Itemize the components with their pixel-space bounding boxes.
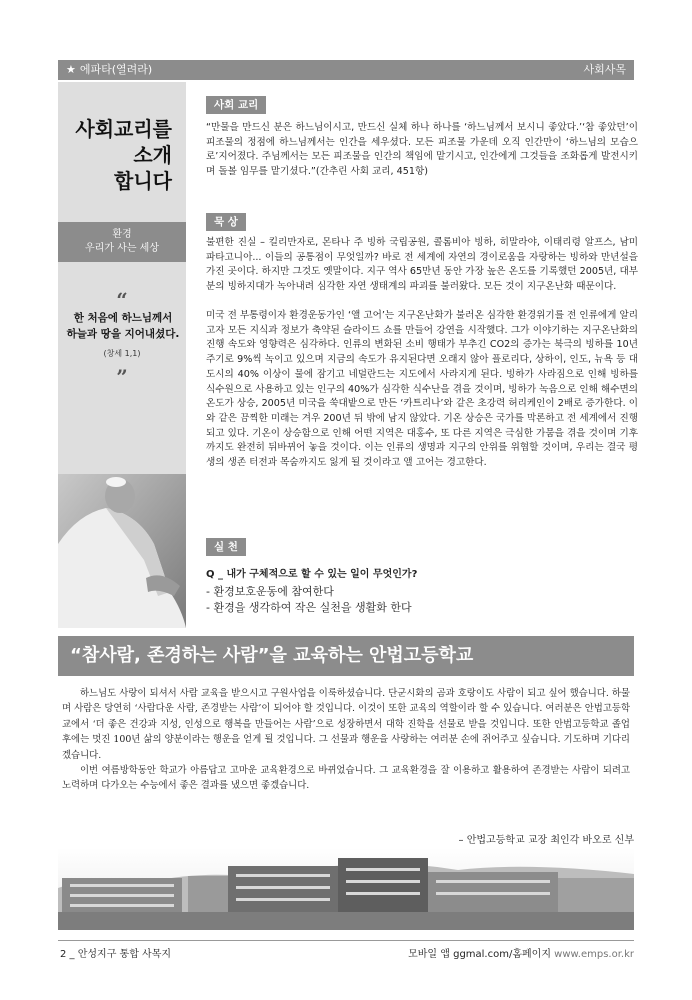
section-header-bar	[58, 60, 634, 80]
open-quote-icon: “	[116, 288, 128, 312]
section-label-practice: 실 천	[206, 538, 246, 556]
category-label: 사회사목	[583, 63, 626, 76]
meditation-text-2: 미국 전 부통령이자 환경운동가인 ‘앨 고어’는 지구온난화가 불러온 심각한 환경위기를 전 인류에게 알리고자 모든 지식과 정보가 축약된 슬라이드 쇼를 만들어 강연을 시작했다. 그가 이야기하는 지구온난화의 진행 속도와 영향력은 심각하다. 인류의 변화된 소비 행태가 부추긴 CO2의 증가는 북극의 빙하를 10년 주기로 9%씩 녹이고 있으며 지금의 속도가 유지된다면 오래지 않아 플로리다, 상하이, 인도, 뉴욕 등 대도시의 40% 이상이 물에 잠기고 네덜란드는 지도에서 사라지게 된다. 빙하가 사라짐으로 인해 빙하를 식수원으로 사용하고 있는 인구의 40%가 심각한 식수난을 겪을 것이며, 빙하가 녹음으로 인해 해수면의 온도가 상승, 2005년 미국을 쑥대밭으로 만든 ‘카트리나’와 같은 초강력 허리케인이 2배로 증가한다. 이와 같은 끔찍한 미래는 겨우 200년 뒤 밖에 남지 않았다. 기온 상승은 국가를 막론하고 전 세계에서 진행되고 있다. 기온이 상승함으로 인해 어떤 지역은 대홍수, 또 다른 지역은 극심한 가뭄을 겪을 것이며 기후까지도 완전히 뒤바뀌어 놓을 것이다. 이는 인류의 생명과 지구의 안위를 위협할 것이며, 우리는 결국 평생의 생존 터전과 목숨까지도 잃게 될 것이라고 앨 고어는 경고한다.	[206, 310, 639, 469]
school-paragraph: 하느님도 사랑이 되셔서 사람 교육을 받으시고 구원사업을 이룩하셨습니다. 단군시화의 곰과 호랑이도 사람이 되고 싶어 했습니다. 하물며 사람은 당연히 ‘사람다운 사람, 존경받는 사람’이 되어야 할 것입니다. 이것이 또한 교육의 역할이라 할 수 있습니다. 여러분은 안법고등학교에서 ‘더 좋은 건강과 지성, 인성으로 행복을 만들어는 사람’으로 성장하면서 대학 진학을 선물로 받을 것입니다. 또한 안법고등학교 졸업 후에는 멋진 100년 삶의 양분이라는 행운을 얻게 될 것입니다. 그 선물과 행운을 사랑하는 여러분 손에 쥐어주고 싶습니다. 기도하며 기다리겠습니다.	[62, 688, 630, 761]
list-item: - 환경보호운동에 참여한다	[206, 585, 334, 598]
website-link[interactable]: www.emps.or.kr	[554, 949, 634, 960]
list-item: - 환경을 생각하여 작은 실천을 생활화 한다	[206, 601, 412, 614]
school-article	[62, 686, 630, 794]
scripture-quote: 한 처음에 하느님께서 하늘과 땅을 지어내셨다.	[66, 312, 180, 340]
doctrine-text: “만물을 만드신 분은 하느님이시고, 만드신 실체 하나 하나를 ‘하느님께서 보시니 좋았다.’‘참 좋았던’이 피조물의 정점에 하느님께서는 인간을 세우셨다. 모든 피조물 가운데 오직 인간만이 ‘하느님의 모습으로’지어졌다. 주님께서는 모든 피조물을 인간의 책임에 맡기시고, 인간에게 그것들을 조화롭게 발전시키며 돌볼 임무를 맡기셨다.”(간추린 사회 교리, 451항)	[206, 122, 638, 178]
footer-contact: 모바일 앱 ggmal.com/홈페이지 www.emps.or.kr	[408, 949, 634, 960]
star-icon: ★	[66, 63, 76, 76]
section-label-doctrine: 사회 교리	[206, 96, 266, 114]
section-title: ★ 에파타(열려라)	[66, 63, 153, 76]
page-number-label: 2 _ 안성지구 통합 사목지	[60, 949, 172, 960]
school-paragraph: 이번 여름방학동안 학교가 아름답고 고마운 교육환경으로 바뀌었습니다. 그 교육환경을 잘 이용하고 활용하여 존경받는 사람이 되려고 노력하며 다가오는 수능에서 좋은 결과를 냈으면 좋겠습니다.	[62, 765, 630, 792]
practice-question: Q _ 내가 구체적으로 할 수 있는 일이 무엇인가?	[206, 569, 418, 580]
practice-list	[206, 584, 412, 616]
school-title-bar: “참사람, 존경하는 사람”을 교육하는 안법고등학교	[58, 636, 634, 676]
scripture-citation: (창세 1,1)	[103, 349, 141, 358]
sidebar	[58, 82, 186, 628]
school-building-photo	[58, 848, 634, 930]
principal-signature: – 안법고등학교 교장 최인각 바오로 신부	[458, 835, 634, 846]
praying-pope-photo	[58, 474, 186, 628]
topic-band: 환경 우리가 사는 세상	[58, 222, 186, 262]
meditation-text-1: 불편한 진실 – 킬리만자로, 몬타나 주 빙하 국립공원, 콜롬비아 빙하, 히말라야, 이태리령 알프스, 남미 파타고니아... 이들의 공통점이 무엇일까? 바로 전 세계에 자연의 경이로움을 자랑하는 빙하와 만년설을 가진 곳이다. 하지만 그것도 옛말이다. 지구 역사 65만년 동안 가장 높은 온도를 기록했던 2005년, 대부분의 빙하지대가 녹아내려 심각한 자연 생태계의 파괴를 불러왔다. 모든 것이 지구온난화 때문이다.	[206, 237, 638, 293]
close-quote-icon: ”	[116, 365, 128, 389]
section-label-meditation: 묵 상	[206, 213, 246, 231]
sidebar-title: 사회교리를 소개 합니다	[75, 117, 172, 193]
footer-divider	[58, 940, 634, 941]
